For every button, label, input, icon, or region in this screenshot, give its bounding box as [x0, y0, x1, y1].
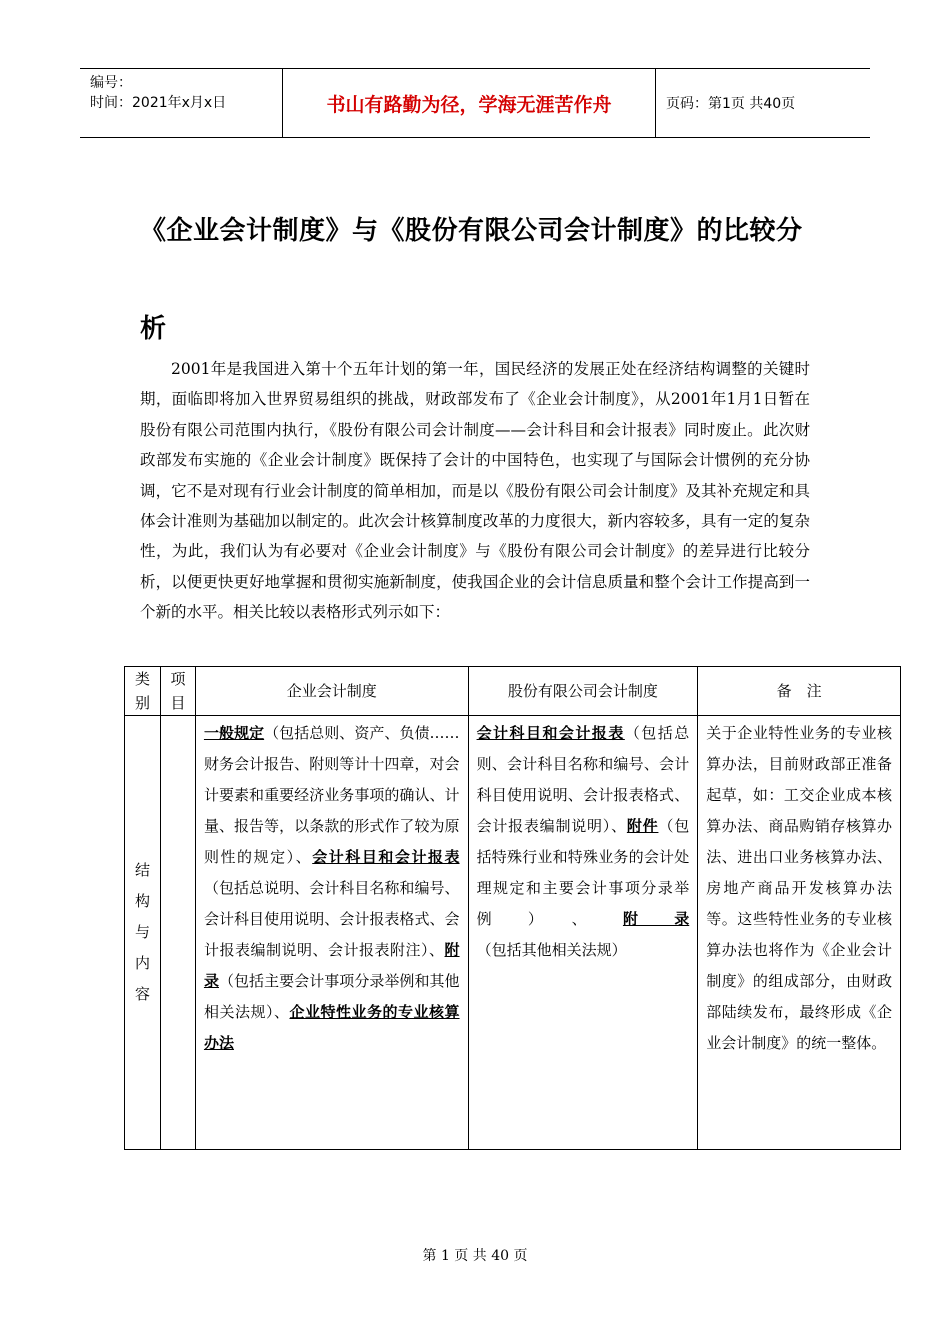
underlined-term: 企业特性业务的专业核算办法 [203, 1003, 460, 1052]
description-text: （包括主要会计事项分录举例和其他相关法规）、 [203, 972, 460, 1021]
description-text: （包括特殊行业和特殊业务的会计处理规定和主要会计事项分录举例）、 [476, 817, 690, 928]
document-title: 《企业会计制度》与《股份有限公司会计制度》的比较分析 [140, 216, 803, 344]
time-label: 时间：2021年x月x日 [90, 95, 227, 111]
row-category: 结构与内容 [125, 716, 161, 1150]
underlined-term: 一般规定 [203, 724, 265, 742]
header-category: 类别 [125, 667, 161, 716]
comparison-table [124, 666, 901, 1150]
header-box [80, 68, 870, 138]
underlined-term: 附录 [203, 941, 460, 990]
header-joint-stock: 股份有限公司会计制度 [468, 667, 698, 716]
underlined-term: 附件 [626, 817, 659, 835]
row-enterprise [195, 716, 468, 1150]
description-text: （包括总则、资产、负债……财务会计报告、附则等计十四章，对会计要素和重要经济业务事项的确认、计量、报告等，以条款的形式作了较为原则性的规定）、 [203, 724, 460, 866]
description-text: （包括总则、会计科目名称和编号、会计科目使用说明、会计报表格式、会计报表编制说明）、 [476, 724, 690, 835]
table-header-row [125, 667, 901, 716]
underlined-term: 会计科目和会计报表 [476, 724, 625, 742]
underlined-term: 附录 [622, 910, 690, 928]
intro-paragraph: 2001年是我国进入第十个五年计划的第一年，国民经济的发展正处在经济结构调整的关键时期，面临即将加入世界贸易组织的挑战，财政部发布了《企业会计制度》，从2001年1月1日暂在股份有限公司范围内执行，《股份有限公司会计制度——会计科目和会计报表》同时废止。此次财政部发布实施的《企业会计制度》既保持了会计的中国特色，也实现了与国际会计惯例的充分协调，它不是对现有行业会计制度的简单相加，而是以《股份有限公司会计制度》及其补充规定和具体会计准则为基础加以制定的。此次会计核算制度改革的力度很大，新内容较多，具有一定的复杂性，为此，我们认为有必要对《企业会计制度》与《股份有限公司会计制度》的差异进行比较分析，以便更快更好地掌握和贯彻实施新制度，使我国企业的会计信息质量和整个会计工作提高到一个新的水平。相关比较以表格形式列示如下： [140, 360, 810, 622]
table-row [125, 716, 901, 1150]
row-joint-stock [468, 716, 698, 1150]
page-footer: 第 1 页 共 40 页 [422, 1248, 528, 1264]
row-remarks: 关于企业特性业务的专业核算办法，目前财政部正准备起草，如：工交企业成本核算办法、商品购销存核算办法、进出口业务核算办法、房地产商品开发核算办法等。这些特性业务的专业核算办法也将作为《企业会计制度》的组成部分，由财政部陆续发布，最终形成《企业会计制度》的统一整体。 [698, 716, 901, 1150]
description-text: （包括其他相关法规） [476, 941, 627, 959]
header-motto: 书山有路勤为径，学海无涯苦作舟 [282, 69, 656, 137]
header-meta [80, 69, 282, 137]
header-page-info: 页码：第1页 共40页 [666, 96, 796, 112]
header-item: 项目 [160, 667, 195, 716]
description-text: （包括总说明、会计科目名称和编号、会计科目使用说明、会计报表格式、会计报表编制说明、会计报表附注）、 [203, 879, 460, 959]
number-label: 编号： [90, 75, 132, 91]
header-remarks: 备 注 [698, 667, 901, 716]
row-item [160, 716, 195, 1150]
header-enterprise: 企业会计制度 [195, 667, 468, 716]
underlined-term: 会计科目和会计报表 [312, 848, 460, 866]
